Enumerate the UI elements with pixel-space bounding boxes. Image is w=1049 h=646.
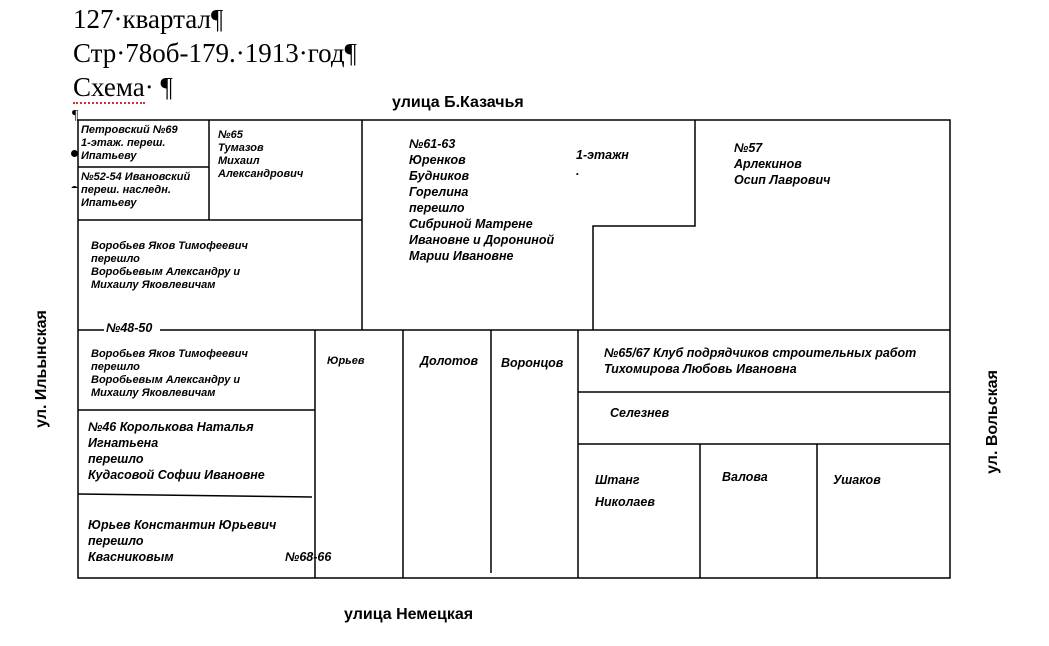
plot-vorontsov: Воронцов [501,356,564,370]
plot-valova: Валова [722,470,768,484]
plot-yuriev-konstantin: Юрьев Константин Юрьевич перешло Квасниковым [88,518,277,564]
plot-vorobiev-2: Воробьев Яков Тимофеевич перешло Воробьевым Александру и Михаилу Яковлевичам [91,348,248,399]
plot-yuriev: Юрьев [327,355,365,367]
plot-ushakov: Ушаков [833,473,881,487]
plot-tumazov: №65 Тумазов Михаил Александрович [218,129,304,180]
plot-club: №65/67 Клуб подрядчиков строительных работ Тихомирова Любовь Ивановна [604,346,917,376]
scheme-word: Схема [73,72,145,102]
plot-no68: №68-66 [285,550,332,564]
plot-dolotov: Долотов [420,354,479,368]
street-right: ул. Вольская [984,370,1001,474]
plot-boundary [78,494,312,497]
page-reference: Стр·78об-179.·1913·год¶ [73,38,357,68]
street-top: улица Б.Казачья [380,92,720,114]
plot-ivanovsky: №52-54 Ивановский переш. наследн. Ипатьеву [81,171,191,209]
street-bottom: улица Немецкая [330,603,732,627]
plot-vorobiev-1: Воробьев Яков Тимофеевич перешло Воробьевым Александру и Михаилу Яковлевичам [91,240,248,291]
plot-petrovsky: Петровский №69 1-этаж. переш. Ипатьеву [81,124,178,162]
street-left: ул. Ильынская [33,310,50,428]
plot-seleznev: Селезнев [610,406,670,420]
plot-no61: №61-63 Юренков Будников Горелина перешло Сибриной Матрене Ивановне и Дорониной Марии Ивановне [409,137,555,263]
plot-shtang: Штанг Николаев [595,473,655,509]
plot-no48: №48-50 [104,320,160,336]
plot-no57: №57 Арлекинов Осип Лаврович [734,141,831,187]
scheme-rest: · ¶ [144,72,173,102]
quarter-title: 127·квартал¶ [73,4,224,34]
plot-floor-note: 1-этажн . [576,148,629,178]
plot-korolkova: №46 Королькова Наталья Игнатьена перешло Кудасовой Софии Ивановне [88,420,265,482]
pilcrow-mark: ¶ [72,108,79,123]
